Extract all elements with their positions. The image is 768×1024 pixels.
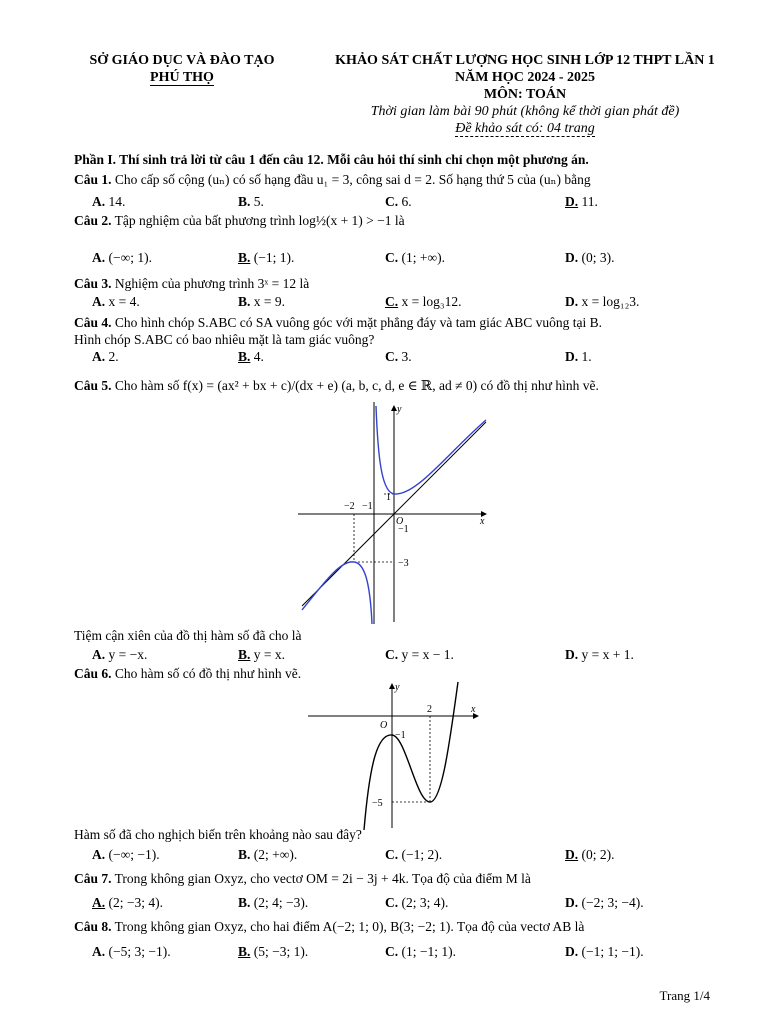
tick-label-minus1: −1 [362, 501, 373, 512]
question-8: Câu 8. Trong không gian Oxyz, cho hai điểm A(−2; 1; 0), B(3; −2; 1). Tọa độ của vectơ AB là [74, 919, 585, 934]
q7-option-b[interactable]: B. (2; 4; −3). [238, 895, 309, 910]
q2-option-a[interactable]: A. (−∞; 1). [92, 250, 152, 265]
q7-option-c[interactable]: C. (2; 3; 4). [385, 895, 449, 910]
q3-option-c[interactable]: C. x = log₃12. [385, 294, 462, 309]
question-7: Câu 7. Trong không gian Oxyz, cho vectơ OM = 2i − 3j + 4k. Tọa độ của điểm M là [74, 871, 531, 886]
q3-option-d[interactable]: D. x = log₁₂3. [565, 294, 640, 309]
q4-option-a[interactable]: A. 2. [92, 349, 119, 364]
province-name: PHÚ THỌ [150, 70, 214, 85]
q8-option-c[interactable]: C. (1; −1; 1). [385, 944, 456, 959]
q1-option-c[interactable]: C. 6. [385, 194, 412, 209]
q6-option-a[interactable]: A. (−∞; −1). [92, 847, 160, 862]
question-5: Câu 5. Cho hàm số f(x) = (ax² + bx + c)/(dx + e) (a, b, c, d, e ∈ ℝ, ad ≠ 0) có đồ thị như hình vẽ. [74, 378, 599, 393]
tick-label-minus2: −2 [344, 501, 355, 512]
q5-option-a[interactable]: A. y = −x. [92, 647, 148, 662]
question-4: Câu 4. Cho hình chóp S.ABC có SA vuông góc với mặt phẳng đáy và tam giác ABC vuông tại B. [74, 315, 602, 330]
q1-option-b[interactable]: B. 5. [238, 194, 264, 209]
q6-option-b[interactable]: B. (2; +∞). [238, 847, 298, 862]
question-3: Câu 3. Nghiệm của phương trình 3ˣ = 12 là [74, 276, 310, 291]
q8-option-b[interactable]: B. (5; −3; 1). [238, 944, 309, 959]
axis-y-label: y [397, 404, 402, 415]
graph-question-5 [296, 400, 492, 626]
tick-label-y1: 1 [386, 492, 391, 503]
origin-label: O [380, 720, 388, 731]
page-count: Đề khảo sát có: 04 trang [455, 121, 595, 136]
axis-y-label: y [395, 682, 400, 693]
q5-option-b[interactable]: B. y = x. [238, 647, 286, 662]
school-year: NĂM HỌC 2024 - 2025 [455, 70, 595, 85]
part-heading: Phần I. Thí sinh trả lời từ câu 1 đến câu 12. Mỗi câu hỏi thí sinh chỉ chọn một phương án. [74, 152, 589, 167]
graph-question-6 [306, 680, 486, 830]
q1-option-a[interactable]: A. 14. [92, 194, 126, 209]
tick-label-ym1: −1 [395, 730, 406, 741]
q4-option-d[interactable]: D. 1. [565, 349, 592, 364]
tick-label-x2: 2 [427, 704, 432, 715]
q5-option-d[interactable]: D. y = x + 1. [565, 647, 634, 662]
q7-option-d[interactable]: D. (−2; 3; −4). [565, 895, 644, 910]
q4-option-b[interactable]: B. 4. [238, 349, 264, 364]
q6-option-d[interactable]: D. (0; 2). [565, 847, 615, 862]
question-5-line2: Tiệm cận xiên của đồ thị hàm số đã cho là [74, 628, 302, 643]
q1-option-d[interactable]: D. 11. [565, 194, 598, 209]
question-2: Câu 2. Tập nghiệm của bất phương trình log½(x + 1) > −1 là [74, 213, 405, 228]
q3-option-b[interactable]: B. x = 9. [238, 294, 286, 309]
question-4-line2: Hình chóp S.ABC có bao nhiêu mặt là tam giác vuông? [74, 332, 375, 347]
axis-x-label: x [480, 516, 485, 527]
q8-option-d[interactable]: D. (−1; 1; −1). [565, 944, 644, 959]
header-right [290, 52, 760, 137]
question-6: Câu 6. Cho hàm số có đồ thị như hình vẽ. [74, 666, 302, 681]
department-name: SỞ GIÁO DỤC VÀ ĐÀO TẠO [89, 53, 275, 68]
q2-option-b[interactable]: B. (−1; 1). [238, 250, 295, 265]
time-limit: Thời gian làm bài 90 phút (không kể thời gian phát đề) [370, 104, 680, 119]
q5-option-c[interactable]: C. y = x − 1. [385, 647, 454, 662]
q2-option-d[interactable]: D. (0; 3). [565, 250, 615, 265]
curve-right-branch [376, 406, 486, 494]
axis-x-label: x [471, 704, 476, 715]
origin-label: O [396, 516, 404, 527]
header-left [62, 52, 302, 86]
q8-option-a[interactable]: A. (−5; 3; −1). [92, 944, 171, 959]
q7-option-a[interactable]: A. (2; −3; 4). [92, 895, 163, 910]
subject: MÔN: TOÁN [483, 87, 567, 102]
question-6-line2: Hàm số đã cho nghịch biến trên khoảng nào sau đây? [74, 827, 362, 842]
tick-label-ym5: −5 [372, 798, 383, 809]
page-number: Trang 1/4 [659, 988, 710, 1003]
tick-label-ym3: −3 [398, 558, 409, 569]
exam-title: KHẢO SÁT CHẤT LƯỢNG HỌC SINH LỚP 12 THPT LẦN 1 [335, 53, 715, 68]
tick-label-ym1: −1 [398, 524, 409, 535]
q4-option-c[interactable]: C. 3. [385, 349, 412, 364]
question-1: Câu 1. Cho cấp số cộng (uₙ) có số hạng đầu u₁ = 3, công sai d = 2. Số hạng thứ 5 của (uₙ) bằng [74, 172, 591, 187]
q6-option-c[interactable]: C. (−1; 2). [385, 847, 443, 862]
q2-option-c[interactable]: C. (1; +∞). [385, 250, 445, 265]
q3-option-a[interactable]: A. x = 4. [92, 294, 140, 309]
